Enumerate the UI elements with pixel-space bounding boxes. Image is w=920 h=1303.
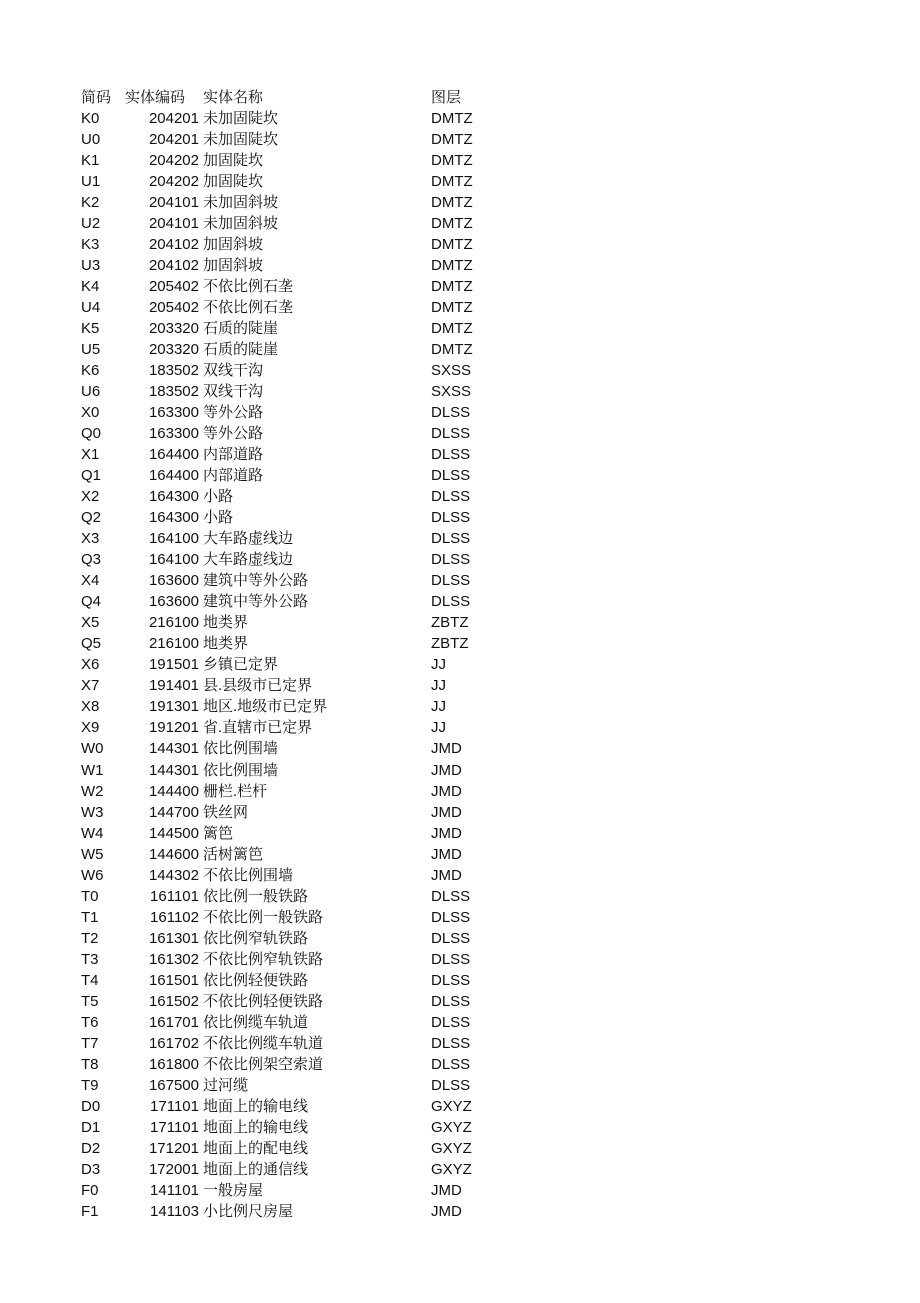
cell-code: X6 (81, 656, 100, 674)
cell-name: 依比例窄轨铁路 (203, 929, 309, 947)
cell-name: 内部道路 (203, 467, 264, 485)
cell-name: 依比例围墙 (203, 740, 279, 758)
cell-layer: DLSS (431, 1013, 471, 1031)
cell-name: 乡镇已定界 (203, 656, 279, 674)
cell-id: 144301 (148, 740, 199, 758)
cell-code: Q4 (81, 593, 102, 611)
cell-name: 双线干沟 (203, 383, 264, 401)
cell-layer: JMD (431, 782, 462, 800)
cell-name: 等外公路 (203, 425, 264, 443)
table-row (0, 907, 920, 928)
cell-layer: DMTZ (431, 236, 473, 254)
table-row (0, 570, 920, 591)
cell-code: K1 (81, 152, 100, 170)
cell-id: 216100 (148, 635, 199, 653)
cell-name: 不依比例窄轨铁路 (203, 950, 324, 968)
cell-name: 内部道路 (203, 446, 264, 464)
cell-code: K2 (81, 194, 100, 212)
header-id: 实体编码 (125, 89, 186, 106)
cell-layer: JJ (431, 677, 446, 695)
cell-name: 依比例轻便铁路 (203, 971, 309, 989)
cell-id: 164400 (148, 467, 199, 485)
table-row (0, 255, 920, 276)
cell-code: D0 (81, 1097, 101, 1115)
cell-layer: DLSS (431, 467, 471, 485)
cell-code: W5 (81, 845, 104, 863)
code-table (0, 87, 920, 1222)
cell-id: 204202 (148, 173, 199, 191)
cell-name: 地面上的通信线 (203, 1160, 309, 1178)
cell-id: 144301 (148, 761, 199, 779)
cell-code: K6 (81, 362, 100, 380)
cell-name: 省.直辖市已定界 (203, 719, 313, 737)
table-row (0, 213, 920, 234)
cell-name: 栅栏.栏杆 (203, 782, 268, 800)
cell-layer: DLSS (431, 1076, 471, 1094)
cell-layer: JMD (431, 803, 462, 821)
cell-code: Q0 (81, 425, 102, 443)
table-row (0, 234, 920, 255)
cell-layer: JJ (431, 656, 446, 674)
cell-layer: DLSS (431, 929, 471, 947)
cell-id: 203320 (148, 341, 199, 359)
cell-id: 191201 (148, 719, 199, 737)
cell-code: K3 (81, 236, 100, 254)
table-row (0, 108, 920, 129)
cell-id: 144400 (148, 782, 199, 800)
cell-code: W0 (81, 740, 104, 758)
cell-layer: DLSS (431, 530, 471, 548)
cell-name: 过河缆 (203, 1076, 249, 1094)
cell-layer: DLSS (431, 1034, 471, 1052)
cell-layer: DLSS (431, 1055, 471, 1073)
cell-name: 未加固斜坡 (203, 194, 279, 212)
cell-layer: JJ (431, 719, 446, 737)
cell-layer: ZBTZ (431, 635, 469, 653)
cell-layer: DMTZ (431, 152, 473, 170)
table-row (0, 507, 920, 528)
table-row (0, 1096, 920, 1117)
cell-layer: DMTZ (431, 341, 473, 359)
cell-name: 依比例一般铁路 (203, 887, 309, 905)
table-row (0, 781, 920, 802)
table-row (0, 886, 920, 907)
cell-id: 191501 (148, 656, 199, 674)
cell-name: 地区.地级市已定界 (203, 698, 328, 716)
cell-layer: JMD (431, 824, 462, 842)
cell-id: 191401 (148, 677, 199, 695)
cell-layer: DLSS (431, 971, 471, 989)
table-row (0, 129, 920, 150)
cell-name: 县.县级市已定界 (203, 677, 313, 695)
table-row (0, 1180, 920, 1201)
cell-id: 144302 (148, 866, 199, 884)
cell-code: U6 (81, 383, 101, 401)
cell-id: 204102 (148, 236, 199, 254)
cell-id: 205402 (148, 278, 199, 296)
table-row (0, 591, 920, 612)
cell-layer: JMD (431, 1202, 462, 1220)
cell-name: 小路 (203, 509, 234, 527)
cell-layer: SXSS (431, 383, 472, 401)
cell-id: 171201 (148, 1139, 199, 1157)
cell-name: 小比例尺房屋 (203, 1202, 294, 1220)
cell-name: 小路 (203, 488, 234, 506)
cell-name: 不依比例石垄 (203, 299, 294, 317)
table-row (0, 823, 920, 844)
cell-name: 地面上的输电线 (203, 1118, 309, 1136)
cell-code: K5 (81, 320, 100, 338)
table-row (0, 444, 920, 465)
cell-id: 141103 (150, 1202, 199, 1220)
cell-layer: DLSS (431, 908, 471, 926)
cell-name: 不依比例架空索道 (203, 1055, 324, 1073)
table-row (0, 696, 920, 717)
table-row (0, 738, 920, 759)
table-row (0, 297, 920, 318)
cell-name: 铁丝网 (203, 803, 249, 821)
cell-id: 204201 (148, 110, 199, 128)
cell-code: X7 (81, 677, 100, 695)
cell-name: 等外公路 (203, 404, 264, 422)
cell-code: Q2 (81, 509, 102, 527)
table-row (0, 402, 920, 423)
cell-code: X1 (81, 446, 100, 464)
cell-code: W1 (81, 761, 104, 779)
cell-code: Q3 (81, 551, 102, 569)
cell-code: U0 (81, 131, 101, 149)
cell-id: 204101 (148, 215, 199, 233)
table-row (0, 970, 920, 991)
cell-id: 161101 (150, 887, 199, 905)
cell-layer: DLSS (431, 509, 471, 527)
cell-layer: DLSS (431, 446, 471, 464)
cell-id: 161502 (148, 992, 199, 1010)
table-row (0, 612, 920, 633)
cell-id: 161102 (150, 908, 199, 926)
cell-id: 164400 (148, 446, 199, 464)
cell-id: 163600 (148, 593, 199, 611)
cell-code: T9 (81, 1076, 99, 1094)
cell-name: 不依比例一般铁路 (203, 908, 324, 926)
cell-id: 164100 (148, 551, 199, 569)
cell-id: 216100 (148, 614, 199, 632)
cell-id: 161702 (148, 1034, 199, 1052)
cell-layer: DLSS (431, 488, 471, 506)
cell-name: 加固斜坡 (203, 236, 264, 254)
cell-code: D3 (81, 1160, 101, 1178)
table-row (0, 276, 920, 297)
cell-id: 141101 (150, 1181, 199, 1199)
cell-name: 不依比例石垄 (203, 278, 294, 296)
cell-layer: GXYZ (431, 1139, 472, 1157)
cell-layer: JMD (431, 740, 462, 758)
cell-layer: SXSS (431, 362, 472, 380)
cell-name: 活树篱笆 (203, 845, 264, 863)
table-row (0, 1201, 920, 1222)
cell-layer: JJ (431, 698, 446, 716)
cell-code: K4 (81, 278, 100, 296)
cell-code: K0 (81, 110, 100, 128)
cell-name: 未加固斜坡 (203, 215, 279, 233)
cell-layer: JMD (431, 845, 462, 863)
cell-id: 164100 (148, 530, 199, 548)
cell-name: 不依比例轻便铁路 (203, 992, 324, 1010)
table-row (0, 192, 920, 213)
cell-id: 163300 (148, 425, 199, 443)
cell-id: 191301 (148, 698, 199, 716)
cell-layer: DMTZ (431, 299, 473, 317)
cell-id: 183502 (148, 383, 199, 401)
cell-code: X0 (81, 404, 100, 422)
cell-layer: DMTZ (431, 194, 473, 212)
table-row (0, 171, 920, 192)
cell-name: 建筑中等外公路 (203, 593, 309, 611)
table-row (0, 949, 920, 970)
cell-layer: DLSS (431, 551, 471, 569)
cell-id: 144600 (148, 845, 199, 863)
cell-layer: GXYZ (431, 1118, 472, 1136)
cell-code: T8 (81, 1055, 99, 1073)
cell-name: 加固陡坎 (203, 152, 264, 170)
cell-code: W3 (81, 803, 104, 821)
cell-layer: DMTZ (431, 110, 473, 128)
cell-code: D1 (81, 1118, 101, 1136)
cell-layer: DLSS (431, 593, 471, 611)
cell-name: 大车路虚线边 (203, 551, 294, 569)
cell-code: U2 (81, 215, 101, 233)
table-row (0, 318, 920, 339)
cell-name: 大车路虚线边 (203, 530, 294, 548)
cell-name: 未加固陡坎 (203, 131, 279, 149)
cell-layer: DMTZ (431, 215, 473, 233)
cell-code: X2 (81, 488, 100, 506)
cell-layer: DLSS (431, 887, 471, 905)
cell-layer: DMTZ (431, 320, 473, 338)
cell-layer: DMTZ (431, 257, 473, 275)
cell-id: 204202 (148, 152, 199, 170)
table-row (0, 928, 920, 949)
cell-code: X5 (81, 614, 100, 632)
cell-name: 地类界 (203, 635, 249, 653)
cell-code: X9 (81, 719, 100, 737)
table-row (0, 844, 920, 865)
cell-name: 建筑中等外公路 (203, 572, 309, 590)
table-row (0, 1012, 920, 1033)
cell-id: 161800 (148, 1055, 199, 1073)
cell-code: F1 (81, 1202, 99, 1220)
table-row (0, 1159, 920, 1180)
cell-layer: DLSS (431, 572, 471, 590)
cell-id: 203320 (148, 320, 199, 338)
cell-code: W4 (81, 824, 104, 842)
table-row (0, 717, 920, 738)
header-code: 简码 (81, 89, 112, 106)
cell-code: T3 (81, 950, 99, 968)
cell-layer: GXYZ (431, 1097, 472, 1115)
cell-id: 163300 (148, 404, 199, 422)
cell-code: X3 (81, 530, 100, 548)
table-row (0, 381, 920, 402)
table-row (0, 465, 920, 486)
cell-id: 144700 (148, 803, 199, 821)
header-name: 实体名称 (203, 89, 264, 106)
cell-code: Q1 (81, 467, 102, 485)
table-row (0, 760, 920, 781)
cell-id: 183502 (148, 362, 199, 380)
table-row (0, 1138, 920, 1159)
cell-code: U1 (81, 173, 101, 191)
cell-layer: DLSS (431, 950, 471, 968)
cell-name: 地面上的配电线 (203, 1139, 309, 1157)
cell-name: 不依比例缆车轨道 (203, 1034, 324, 1052)
table-row (0, 1075, 920, 1096)
cell-code: W6 (81, 866, 104, 884)
cell-code: X4 (81, 572, 100, 590)
cell-id: 161301 (148, 929, 199, 947)
table-row (0, 675, 920, 696)
cell-id: 144500 (148, 824, 199, 842)
cell-layer: ZBTZ (431, 614, 469, 632)
cell-id: 161501 (148, 971, 199, 989)
table-row (0, 549, 920, 570)
table-row (0, 528, 920, 549)
table-row (0, 802, 920, 823)
table-row (0, 991, 920, 1012)
table-row (0, 654, 920, 675)
cell-id: 171101 (150, 1097, 199, 1115)
cell-name: 一般房屋 (203, 1181, 264, 1199)
cell-code: T1 (81, 908, 99, 926)
table-row (0, 339, 920, 360)
cell-id: 204102 (148, 257, 199, 275)
cell-id: 161701 (148, 1013, 199, 1031)
cell-name: 石质的陡崖 (203, 320, 279, 338)
table-row (0, 1054, 920, 1075)
cell-code: T2 (81, 929, 99, 947)
cell-code: T6 (81, 1013, 99, 1031)
table-row (0, 423, 920, 444)
table-row (0, 1117, 920, 1138)
cell-code: U4 (81, 299, 101, 317)
table-row (0, 360, 920, 381)
cell-code: U5 (81, 341, 101, 359)
table-header (0, 87, 920, 108)
cell-code: T7 (81, 1034, 99, 1052)
cell-id: 204101 (148, 194, 199, 212)
cell-id: 205402 (148, 299, 199, 317)
cell-id: 172001 (148, 1160, 199, 1178)
cell-layer: JMD (431, 1181, 462, 1199)
cell-name: 篱笆 (203, 824, 234, 842)
cell-layer: DMTZ (431, 278, 473, 296)
cell-code: T5 (81, 992, 99, 1010)
cell-layer: DLSS (431, 425, 471, 443)
table-body (0, 108, 920, 1222)
cell-id: 171101 (150, 1118, 199, 1136)
cell-name: 未加固陡坎 (203, 110, 279, 128)
cell-code: U3 (81, 257, 101, 275)
cell-id: 167500 (148, 1076, 199, 1094)
cell-id: 163600 (148, 572, 199, 590)
cell-name: 地类界 (203, 614, 249, 632)
cell-name: 不依比例围墙 (203, 866, 294, 884)
cell-name: 依比例缆车轨道 (203, 1013, 309, 1031)
cell-layer: DLSS (431, 992, 471, 1010)
table-row (0, 865, 920, 886)
cell-layer: GXYZ (431, 1160, 472, 1178)
cell-code: F0 (81, 1181, 99, 1199)
cell-name: 加固斜坡 (203, 257, 264, 275)
cell-layer: DMTZ (431, 131, 473, 149)
cell-id: 164300 (148, 509, 199, 527)
cell-id: 204201 (148, 131, 199, 149)
table-row (0, 486, 920, 507)
cell-id: 164300 (148, 488, 199, 506)
cell-code: W2 (81, 782, 104, 800)
cell-layer: DMTZ (431, 173, 473, 191)
cell-id: 161302 (148, 950, 199, 968)
cell-layer: JMD (431, 761, 462, 779)
cell-code: T4 (81, 971, 99, 989)
cell-code: D2 (81, 1139, 101, 1157)
header-layer: 图层 (431, 89, 462, 106)
cell-name: 双线干沟 (203, 362, 264, 380)
cell-code: T0 (81, 887, 99, 905)
table-row (0, 150, 920, 171)
cell-layer: JMD (431, 866, 462, 884)
cell-code: X8 (81, 698, 100, 716)
cell-name: 石质的陡崖 (203, 341, 279, 359)
table-row (0, 633, 920, 654)
cell-name: 加固陡坎 (203, 173, 264, 191)
table-row (0, 1033, 920, 1054)
cell-name: 依比例围墙 (203, 761, 279, 779)
cell-name: 地面上的输电线 (203, 1097, 309, 1115)
cell-code: Q5 (81, 635, 102, 653)
cell-layer: DLSS (431, 404, 471, 422)
